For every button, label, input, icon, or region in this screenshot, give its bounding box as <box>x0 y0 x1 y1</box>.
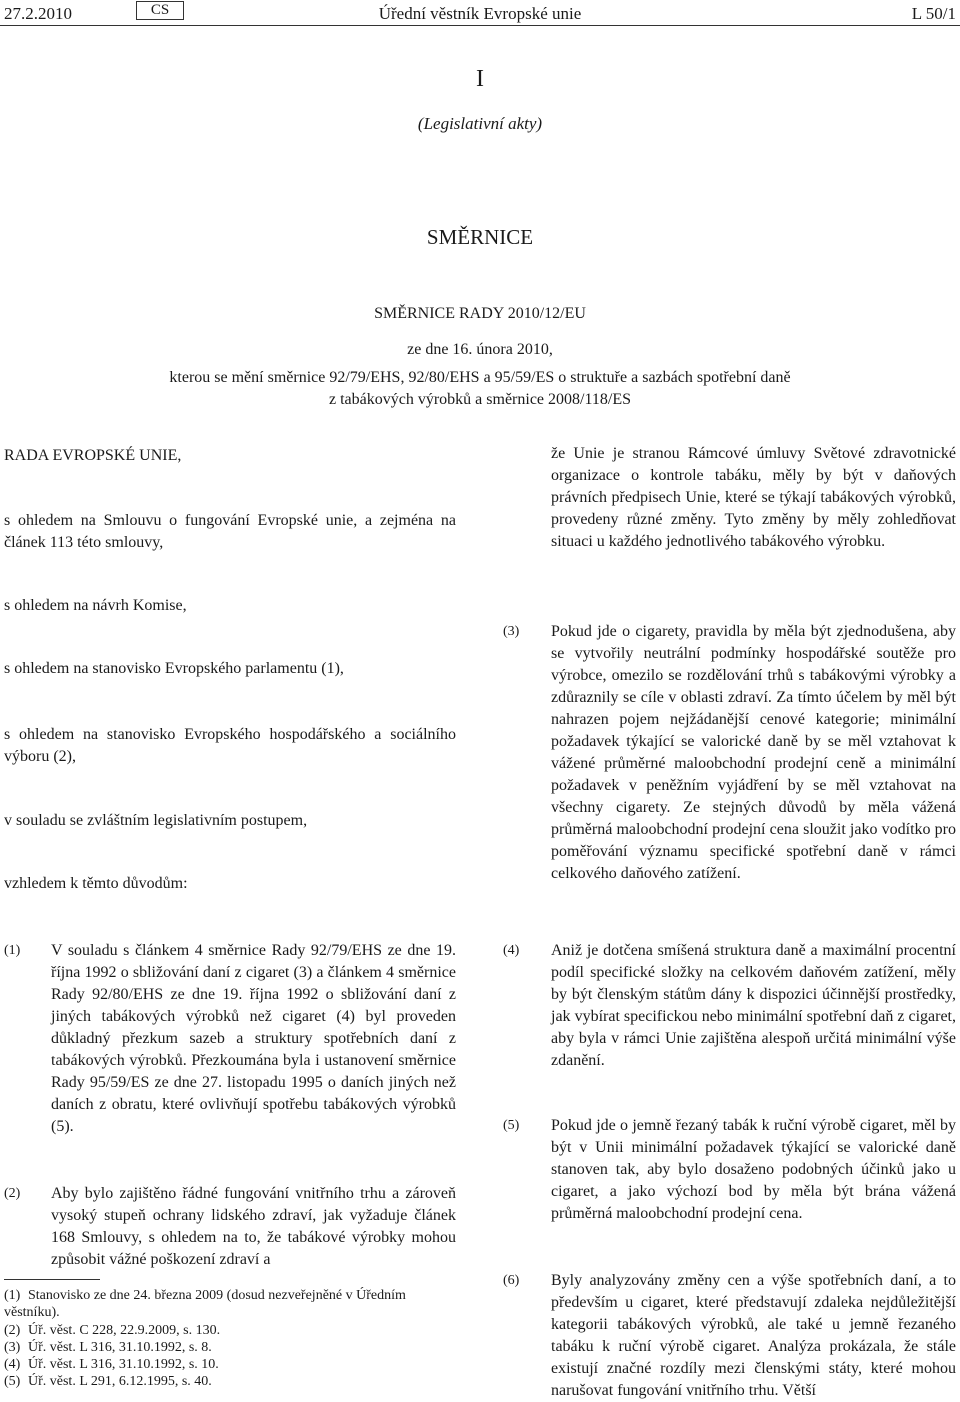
footnote <box>4 1287 454 1321</box>
recital-text: Pokud jde o jemně řezaný tabák k ruční výrobě cigaret, měl by být v Unii minimální požadavek týkající se valorické daně stanoven tak, aby bylo dosaženo podobných účinků jako u cigaret, a jako výchozí bod by měla být brána vážená průměrná maloobchodní prodejní cena. <box>551 1117 956 1222</box>
footnote <box>4 1322 454 1339</box>
header-rule <box>0 25 960 26</box>
footnote <box>4 1356 454 1373</box>
preamble-procedure: v souladu se zvláštním legislativním postupem, <box>4 812 308 829</box>
recital-number: (4) <box>503 943 520 958</box>
recital-number: (1) <box>4 943 21 958</box>
language-badge: CS <box>136 1 184 20</box>
footnote-mark: (2) <box>4 1323 21 1338</box>
section-category: SMĚRNICE <box>426 225 534 249</box>
preamble-parliament: s ohledem na stanovisko Evropského parlamentu (1), <box>4 660 344 677</box>
preamble-treaty: s ohledem na Smlouvu o fungování Evropské unie, a zejména na článek 113 této smlouvy, <box>4 512 456 551</box>
preamble-whereas: vzhledem k těmto důvodům: <box>4 875 188 892</box>
footnote-text: Úř. věst. L 316, 31.10.1992, s. 10. <box>28 1357 219 1372</box>
section-subtitle: (Legislativní akty) <box>417 114 543 133</box>
section-numeral: I <box>476 66 484 92</box>
footnote-mark: (1) <box>4 1288 21 1303</box>
footnote <box>4 1373 454 1390</box>
recital-text: Aby bylo zajištěno řádné fungování vnitřního trhu a zároveň vysoký stupeň ochrany lidského zdraví, jak vyžaduje článek 168 Smlouvy, s ohledem na to, že tabákové výrobky mohou způsobit vážné poškození zdraví a <box>51 1185 456 1268</box>
recital-text: Pokud jde o cigarety, pravidla by měla být zjednodušena, aby se vytvořily neutrální podmínky hospodářské soutěže pro výrobce, omezilo se rozdělování trhů s tabákovými výrobky a zdůraznily se cíle v oblasti zdraví. Za tímto účelem by měl být nahrazen pojem nejžádanější cenové kategorie; minimální požadavek týkající se valorické daně by se měl vztahovat k vážené průměrné maloobchodní prodejní ceně a minimální požadavek v peněžním vyjádření by se měl vztahovat na všechny cigarety. Ze stejných důvodů by měla vážená průměrná maloobchodní prodejní cena sloužit jako vodítko pro poměřování významu specifické spotřební daně v rámci celkového daňového zatížení. <box>551 623 956 882</box>
recital-text: Aniž je dotčena smíšená struktura daně a maximální procentní podíl specifické složky na celkovém daňovém zatížení, měly by být členským státům dány k dispozici účinnější prostředky, jak vybírat specifickou nebo minimální spotřební daň z cigaret, aby byla v rámci Unie zajištěna alespoň určitá minimální výše zdanění. <box>551 942 956 1069</box>
recital-number: (3) <box>503 624 520 639</box>
council-heading: RADA EVROPSKÉ UNIE, <box>4 447 182 464</box>
footnote-text: Úř. věst. L 316, 31.10.1992, s. 8. <box>28 1340 212 1355</box>
recital-number: (6) <box>503 1273 520 1288</box>
recital-text: V souladu s článkem 4 směrnice Rady 92/79/EHS ze dne 19. října 1992 o sbližování daní z cigaret (3) a článkem 4 směrnice Rady 92/80/EHS ze dne 19. října 1992 o sbližování daní z jiných tabákových výrobků než cigaret (4) byl proveden důkladný přezkum sazeb a struktury spotřebních daní z tabákových výrobků. Přezkoumána byla i ustanovení směrnice Rady 95/59/ES ze dne 27. listopadu 1995 o daních jiných než daních z obratu, které ovlivňují spotřebu tabákových výrobků (5). <box>51 942 456 1135</box>
act-title: SMĚRNICE RADY 2010/12/EU <box>374 305 586 322</box>
recital-2-continuation: že Unie je stranou Rámcové úmluvy Světové zdravotnické organizace o kontrole tabáku, měly by být v daňových právních předpisech Unie, které se týkají tabákových výrobků, provedeny různé změny. Tyto změny by měly zohledňovat situaci u každého jednotlivého tabákového výrobku. <box>551 445 956 550</box>
act-subject-line1: kterou se mění směrnice 92/79/EHS, 92/80/EHS a 95/59/ES o struktuře a sazbách spotřební daně <box>169 369 791 386</box>
recital-number: (5) <box>503 1118 520 1133</box>
journal-title: Úřední věstník Evropské unie <box>378 4 582 23</box>
act-date: ze dne 16. února 2010, <box>407 341 553 358</box>
header-date: 27.2.2010 <box>4 4 72 23</box>
footnote-mark: (5) <box>4 1374 21 1389</box>
page-number: L 50/1 <box>911 4 956 23</box>
footnote-mark: (4) <box>4 1357 21 1372</box>
footnote-text: Úř. věst. L 291, 6.12.1995, s. 40. <box>28 1374 212 1389</box>
footnote <box>4 1339 454 1356</box>
footnote-rule <box>4 1279 100 1280</box>
act-subject-line2: z tabákových výrobků a směrnice 2008/118/ES <box>329 391 631 408</box>
recital-text: Byly analyzovány změny cen a výše spotřebních daní, a to především u cigaret, které představují zdaleka nejdůležitější kategorii tabákových výrobků, ale také u jemně řezaného tabáku k ruční výrobě cigaret. Analýza prokázala, že stále existují značné rozdíly mezi členskými státy, které mohou narušovat fungování vnitřního trhu. Větší <box>551 1272 956 1399</box>
footnote-mark: (3) <box>4 1340 21 1355</box>
footnote-text: Úř. věst. C 228, 22.9.2009, s. 130. <box>28 1323 221 1338</box>
preamble-ecosoc: s ohledem na stanovisko Evropského hospodářského a sociálního výboru (2), <box>4 726 456 765</box>
recital-number: (2) <box>4 1186 21 1201</box>
preamble-commission: s ohledem na návrh Komise, <box>4 597 187 614</box>
footnote-text: Stanovisko ze dne 24. března 2009 (dosud nezveřejněné v Úředním věstníku). <box>4 1288 406 1320</box>
